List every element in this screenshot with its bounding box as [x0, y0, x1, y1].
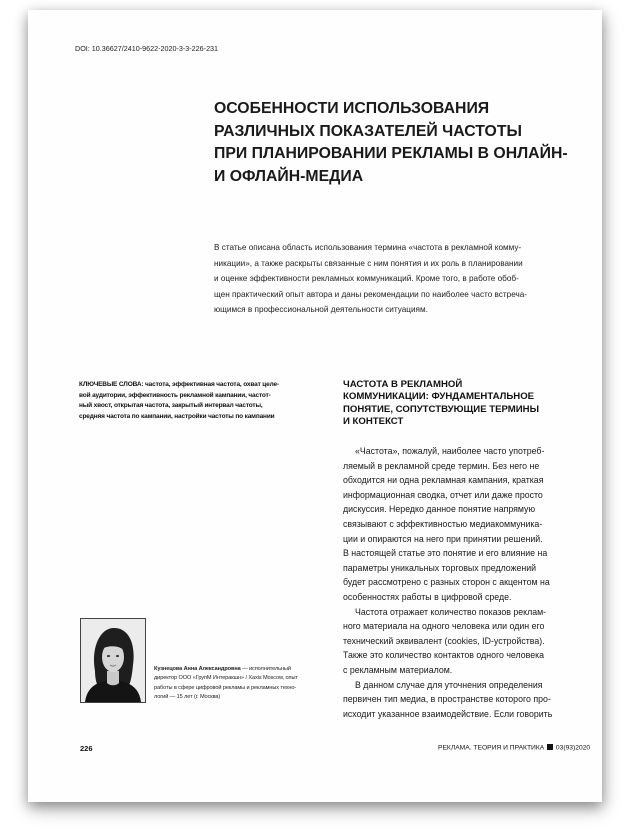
- body-line: первичен тип медиа, в пространстве которого про-: [343, 694, 551, 705]
- body-line: обходится ни одна рекламная кампания, краткая: [343, 475, 544, 486]
- body-line: особенностях работы в цифровой среде.: [343, 591, 512, 602]
- body-line: Частота отражает количество показов реклам-: [355, 606, 547, 617]
- square-bullet-icon: [547, 744, 553, 750]
- body-text: [343, 444, 588, 721]
- body-line: «Частота», пожалуй, наиболее часто употреб-: [355, 446, 545, 456]
- keywords-line: КЛЮЧЕВЫЕ СЛОВА: частота, эффективная частота, охват целе-: [79, 381, 279, 388]
- author-bio-line: директор ООО «ГрупМ Интеракшн» / Xaxis Moscow, опыт: [154, 675, 298, 682]
- abstract-line: щен практический опыт автора и даны рекомендации по наиболее часто встреча-: [214, 289, 528, 299]
- title-line: И ОФЛАЙН-МЕДИА: [214, 167, 364, 185]
- body-line: технический эквивалент (cookies, ID-устройства).: [343, 635, 545, 646]
- abstract-line: В статье описана область использования термина «частота в рекламной комму-: [214, 243, 522, 252]
- article-title: [214, 98, 584, 188]
- keywords: [79, 380, 325, 422]
- keywords-line: ный хвост, открытая частота, закрытый интервал частоты,: [79, 402, 263, 410]
- body-line: информационная сводка, отчет или даже просто: [343, 489, 543, 500]
- title-line: РАЗЛИЧНЫХ ПОКАЗАТЕЛЕЙ ЧАСТОТЫ: [214, 122, 522, 140]
- doi-line: DOI: 10.36627/2410-9622-2020-3-3-226-231: [75, 44, 219, 53]
- section-title-line: ПОНЯТИЕ, СОПУТСТВУЮЩИЕ ТЕРМИНЫ: [343, 403, 539, 415]
- page-number: 226: [80, 744, 93, 753]
- abstract-line: ющимся в профессиональной деятельности ситуациям.: [214, 305, 428, 315]
- author-bio: [154, 665, 344, 702]
- author-name: Кузнецова Анна Александровна: [154, 666, 241, 672]
- body-line: Также это количество контактов одного человека: [343, 650, 545, 661]
- body-line: В настоящей статье это понятие и его влияние на: [343, 548, 548, 559]
- journal-name: РЕКЛАМА. ТЕОРИЯ И ПРАКТИКА: [438, 744, 545, 752]
- body-line: с рекламным материалом.: [343, 664, 453, 675]
- body-line: ного материала на одного человека или один его: [343, 621, 545, 632]
- keywords-line: вой аудитории, эффективность рекламной кампании, частот-: [79, 391, 271, 399]
- section-title-line: КОММУНИКАЦИИ: ФУНДАМЕНТАЛЬНОЕ: [343, 391, 535, 403]
- body-line: исходит указанное взаимодействие. Если говорить: [343, 708, 553, 719]
- title-line: ОСОБЕННОСТИ ИСПОЛЬЗОВАНИЯ: [214, 100, 490, 117]
- section-title-line: И КОНТЕКСТ: [343, 416, 404, 428]
- journal-page: [28, 10, 602, 802]
- body-line: В данном случае для уточнения определения: [355, 679, 543, 690]
- section-title: [343, 379, 583, 429]
- author-bio-line: — исполнительный: [240, 666, 291, 672]
- body-line: дискуссия. Нередко данное понятие напрямую: [343, 504, 536, 515]
- section-title-line: ЧАСТОТА В РЕКЛАМНОЙ: [343, 379, 463, 390]
- author-bio-line: логий — 15 лет (г. Москва): [154, 693, 221, 700]
- abstract-line: и оценке эффективности рекламных коммуникаций. Кроме того, в работе обоб-: [214, 274, 519, 284]
- author-portrait-image: [81, 619, 145, 702]
- body-line: ляемый в рекламной среде термин. Без него не: [343, 460, 540, 471]
- journal-issue: 03(93)2020: [555, 744, 591, 752]
- body-line: связывают с эффективностью медиакоммуника-: [343, 518, 543, 529]
- body-line: ции и опираются на него при принятии решений.: [343, 533, 543, 544]
- keywords-line: средняя частота по кампании, настройки частоты по кампании: [79, 412, 275, 420]
- title-line: ПРИ ПЛАНИРОВАНИИ РЕКЛАМЫ В ОНЛАЙН-: [214, 145, 568, 163]
- journal-footer: [438, 744, 590, 752]
- author-bio-line: работы в сфере цифровой рекламы и рекламных техно-: [154, 684, 297, 691]
- author-photo: [80, 618, 146, 703]
- body-line: параметры уникальных торговых предложений: [343, 562, 537, 573]
- abstract: [214, 240, 580, 318]
- abstract-line: никации», а также раскрыты связанные с ним понятия и их роль в планировании: [214, 258, 523, 268]
- body-line: будет рассмотрено с разных сторон с акцентом на: [343, 577, 550, 588]
